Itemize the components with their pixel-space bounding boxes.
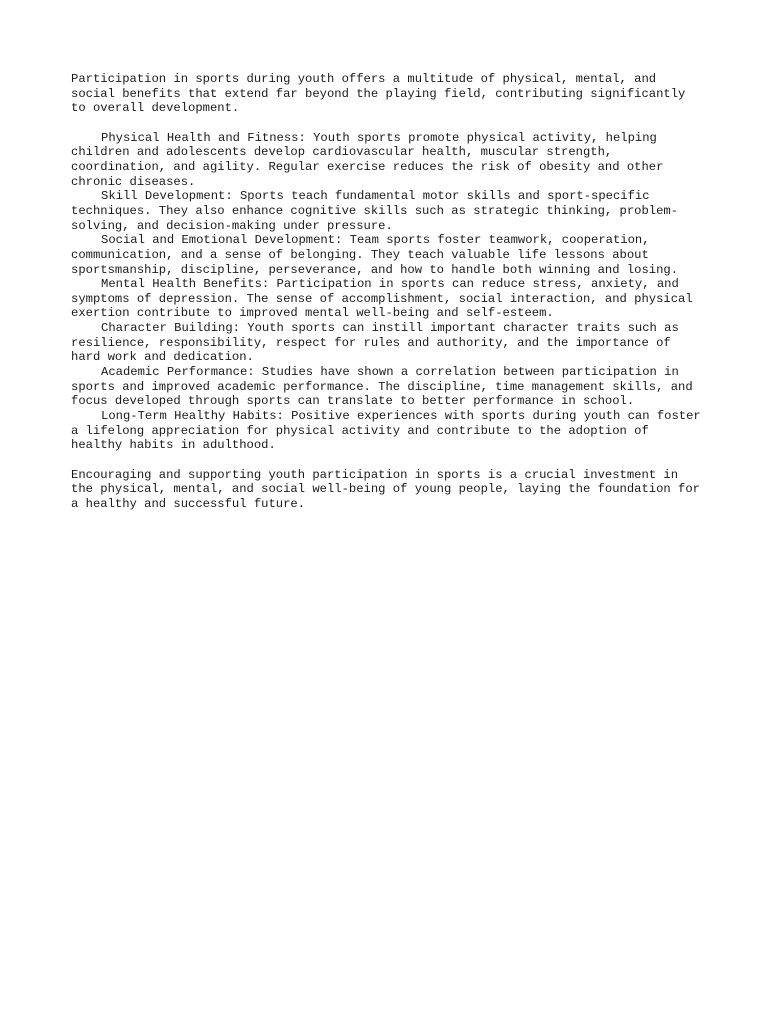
list-item: Character Building: Youth sports can instill important character traits such as resilience, responsibility, respect for rules and authority, and the importance of hard work and dedication. <box>71 321 679 365</box>
list-item: Skill Development: Sports teach fundamental motor skills and sport-specific techniques. They also enhance cognitive skills such as strategic thinking, problem-solving, and decision-making under pressure. <box>71 189 679 233</box>
document-page <box>71 72 701 512</box>
list-item: Academic Performance: Studies have shown a correlation between participation in sports and improved academic performance. The discipline, time management skills, and focus developed through sports can translate to better performance in school. <box>71 365 693 409</box>
list-item: Physical Health and Fitness: Youth sports promote physical activity, helping children and adolescents develop cardiovascular health, muscular strength, coordination, and agility. Regular exercise reduces the risk of obesity and other chronic diseases. <box>71 130 664 189</box>
paragraph-gap <box>71 453 701 468</box>
intro-paragraph: Participation in sports during youth offers a multitude of physical, mental, and social benefits that extend far beyond the playing field, contributing significantly to overall development. <box>71 72 686 116</box>
list-item: Social and Emotional Development: Team sports foster teamwork, cooperation, communication, and a sense of belonging. They teach valuable life lessons about sportsmanship, discipline, perseverance, and how to handle both winning and losing. <box>71 233 679 277</box>
list-item: Mental Health Benefits: Participation in sports can reduce stress, anxiety, and symptoms of depression. The sense of accomplishment, social interaction, and physical exertion contribute to improved mental well-being and self-esteem. <box>71 277 693 321</box>
list-item: Long-Term Healthy Habits: Positive experiences with sports during youth can foster a lifelong appreciation for physical activity and contribute to the adoption of healthy habits in adulthood. <box>71 409 701 453</box>
paragraph-gap <box>71 116 701 131</box>
conclusion-paragraph: Encouraging and supporting youth participation in sports is a crucial investment in the physical, mental, and social well-being of young people, laying the foundation for a healthy and successful future. <box>71 467 700 511</box>
